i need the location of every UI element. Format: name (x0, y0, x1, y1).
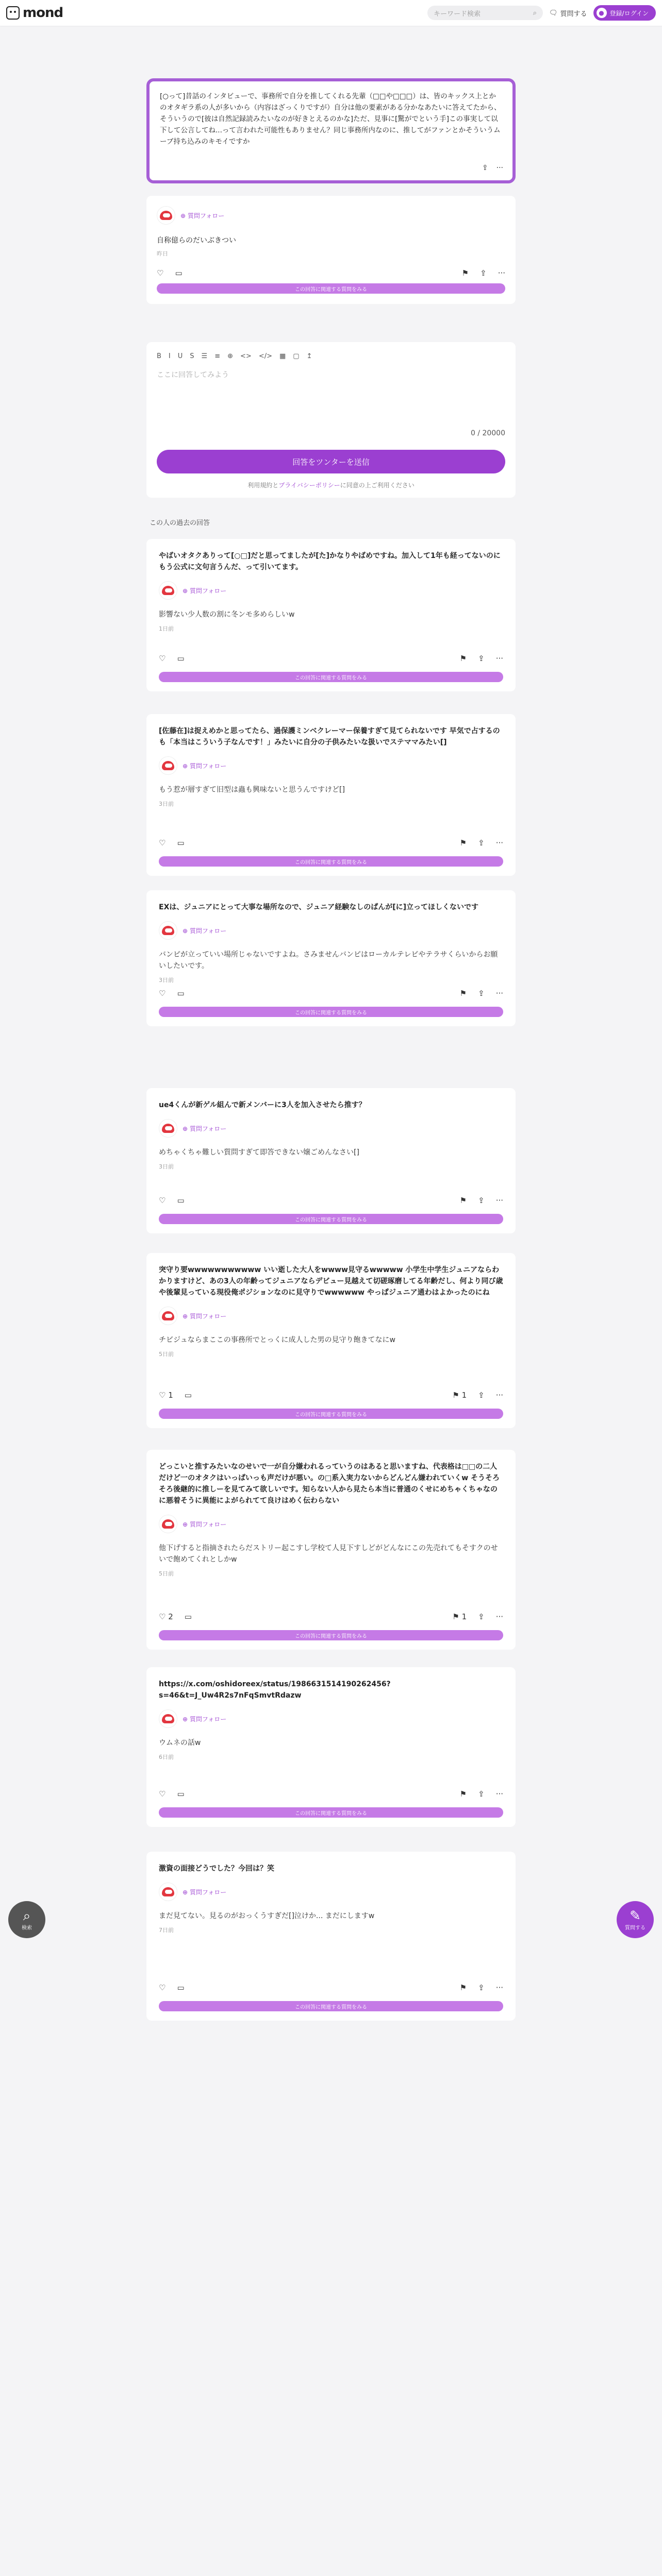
past-answers-title: この人の過去の回答 (150, 519, 210, 527)
avatar[interactable] (159, 756, 177, 775)
bookmark-icon[interactable]: ⚑ (459, 1789, 467, 1799)
like-count: 2 (168, 1612, 173, 1621)
user-icon: ● (597, 8, 607, 18)
avatar[interactable] (159, 581, 177, 600)
follow-question-button[interactable]: ⊕ 質問フォロー (183, 927, 227, 935)
bookmark-icon[interactable]: ⚑ (459, 838, 467, 848)
past-answer-text: バンピが立っていい場所じゃないですよね。さみませんバンピはローカルテレビやテラサくらいからお願いしたいです。 (159, 951, 498, 970)
more-icon[interactable]: ··· (498, 268, 505, 278)
search-placeholder: キーワード検索 (434, 10, 481, 18)
past-answer-card[interactable] (146, 1088, 516, 1233)
past-question-title[interactable]: [佐藤在]は捉えめかと思ってたら、過保護ミンベクレーマー保養すぎて見てられないです 早気で占するのも「本当はこういう子なんです！」みたいに自分の子供みたいな扱いでステママみたい[] (159, 727, 500, 747)
avatar[interactable] (159, 1119, 177, 1138)
logo-text: mond (23, 5, 63, 21)
chat-icon: 🗨 (549, 9, 558, 17)
past-answer-time: 5日前 (159, 1570, 174, 1577)
follow-question-button[interactable]: ⊕ 質問フォロー (180, 212, 225, 219)
past-answer-time: 1日前 (159, 625, 174, 632)
comment-icon[interactable]: ▭ (177, 989, 185, 998)
avatar[interactable] (159, 1883, 177, 1901)
past-answer-card[interactable] (146, 539, 516, 691)
bookmark-icon[interactable]: ⚑ (459, 1196, 467, 1205)
related-questions-button[interactable]: この回答に関連する質問をみる (159, 1007, 503, 1017)
strike-icon[interactable]: S (190, 352, 194, 360)
past-answer-text: 影響ない少人数の割に冬ンモ多めらしいw (159, 611, 295, 619)
share-icon[interactable]: ⇪ (478, 989, 485, 998)
code-icon[interactable]: <> (240, 352, 252, 360)
past-question-title[interactable]: 突守り要wwwwwwwwwww いい逝した大人をwwww見守るwwwww 小学生中学生ジュニアならわかりますけど、あの3人の年齢ってジュニアならデビュー見越えて切磋琢磨してる年齢だし、何より同び歳や後輩見っている現役俺ポジションなのに見守りでwwwwww やっぱジュニア通わはよかったのにね (159, 1266, 503, 1297)
follow-question-button[interactable]: ⊕ 質問フォロー (183, 1888, 227, 1896)
follow-question-button[interactable]: ⊕ 質問フォロー (183, 1520, 227, 1528)
upload-icon[interactable]: ↥ (306, 352, 312, 360)
bookmark-icon[interactable]: ⚑ (459, 1983, 467, 1992)
more-icon[interactable]: ··· (495, 654, 503, 663)
past-question-title[interactable]: EXは、ジュニアにとって大事な場所なので、ジュニア経験なしのぱんが[に]立ってほしくないです (159, 903, 479, 911)
like-count: 1 (168, 1391, 173, 1400)
follow-question-button[interactable]: ⊕ 質問フォロー (183, 1715, 227, 1723)
bookmark-icon[interactable]: ⚑ 1 (452, 1612, 467, 1621)
site-logo[interactable] (6, 5, 63, 21)
share-icon[interactable]: ⇪ (480, 268, 487, 278)
share-icon[interactable]: ⇪ (478, 838, 485, 848)
past-answer-time: 6日前 (159, 1754, 174, 1760)
floating-ask-button[interactable] (617, 1901, 654, 1938)
like-icon[interactable]: ♡ (159, 1983, 166, 1992)
related-questions-button[interactable]: この回答に関連する質問をみる (159, 672, 503, 682)
more-icon[interactable]: ··· (495, 1983, 503, 1992)
related-questions-button[interactable]: この回答に関連する質問をみる (159, 1807, 503, 1818)
bookmark-count: 1 (461, 1391, 467, 1400)
bookmark-icon[interactable]: ⚑ (461, 268, 469, 278)
comment-icon[interactable]: ▭ (177, 654, 185, 663)
code-block-icon[interactable]: </> (258, 352, 272, 360)
login-button[interactable] (593, 5, 656, 21)
comment-icon[interactable]: ▭ (184, 1612, 192, 1621)
past-answer-text: チビジュならまここの事務所でとっくに成人した男の見守り飽きてなにw (159, 1336, 395, 1344)
like-icon[interactable]: ♡ (157, 268, 164, 278)
comment-icon[interactable]: ▭ (177, 1983, 185, 1992)
question-card (146, 78, 516, 183)
floating-search-button[interactable] (8, 1901, 45, 1938)
bold-icon[interactable]: B (157, 352, 161, 360)
past-answer-card[interactable] (146, 1253, 516, 1428)
past-answer-text: 他下げすると指摘されたらだストリー起こすし学校て人見下すしどがどんなにこの先売れてもそすクのせいで飽めてくれとしかw (159, 1544, 498, 1564)
pencil-icon: ✎ (630, 1908, 641, 1924)
past-answer-time: 3日前 (159, 977, 174, 984)
search-input[interactable] (427, 6, 543, 20)
submit-answer-button[interactable]: 回答をツンターを送信 (157, 450, 505, 473)
like-icon[interactable]: ♡ 1 (159, 1391, 173, 1400)
list-icon[interactable]: ☰ (201, 352, 208, 360)
comment-icon[interactable]: ▭ (184, 1391, 192, 1400)
bookmark-icon[interactable]: ⚑ (459, 989, 467, 998)
share-icon[interactable]: ⇪ (478, 1789, 485, 1799)
past-answer-time: 5日前 (159, 1351, 174, 1358)
follow-question-button[interactable]: ⊕ 質問フォロー (183, 1125, 227, 1132)
avatar[interactable] (157, 206, 175, 225)
comment-icon[interactable]: ▭ (177, 1789, 185, 1799)
char-counter: 0 / 20000 (470, 429, 505, 437)
share-icon[interactable]: ⇪ (482, 164, 488, 172)
past-question-title[interactable]: https://x.com/oshidoreex/status/1986631514190262456?s=46&t=J_Uw4R2s7nFqSmvtRdazw (159, 1680, 391, 1700)
avatar[interactable] (159, 1515, 177, 1533)
past-answer-text: めちゃくちゃ難しい質問すぎて即答できない嬢ごめんなさい[] (159, 1148, 359, 1157)
avatar[interactable] (159, 1307, 177, 1325)
floating-search-label: 検索 (22, 1925, 32, 1931)
like-icon[interactable]: ♡ (159, 838, 166, 848)
past-answer-time: 7日前 (159, 1927, 174, 1934)
underline-icon[interactable]: U (177, 352, 183, 360)
privacy-policy-link[interactable]: プライバシーポリシー (278, 482, 340, 489)
past-question-title[interactable]: 激資の面接どうでした？今回は？笑 (159, 1865, 274, 1873)
question-text: [○って]昔話のインタビューで、事務所で自分を推してくれる先輩（□□や□□□）は、皆のキックス上とかのオタギラ系の人が多いから（内容はざっくりですが）自分は他の要素がある分かなあたいに答えてたから、そういうので[彼は自然記録読みたいなのが好きとえるのかな]ただ、見事に[驚がでという手]この事実して以下して公言してね...って言われた可能性もありません？同じ事務所内なのに、推してがファンとかそういうムーブ持ち込みのキモイですか (160, 92, 501, 146)
like-icon[interactable]: ♡ (159, 989, 166, 998)
past-question-title[interactable]: どっこいと推すみたいなのせいで一が自分嫌われるっていうのはあると思いますね、代表格は□□の二人だけど一のオタクはいっぱいっも声だけが悪い。の□系入実力ないからどんどん嫌われていくw そうそろそろ後継的に推しーを見てみて欲しいです。知らない人から見たら本当に普通のくせにめちゃくちゃなのに悪着そうに異能によがられてて良けはめく伝わらない (159, 1463, 500, 1505)
more-icon[interactable]: ··· (495, 1789, 503, 1799)
bookmark-count: 1 (461, 1612, 467, 1621)
floating-ask-label: 質問する (625, 1925, 646, 1931)
image-icon[interactable]: ▦ (279, 352, 286, 360)
answer-card (146, 196, 516, 304)
more-icon[interactable]: ··· (495, 1391, 503, 1400)
follow-question-button[interactable]: ⊕ 質問フォロー (183, 587, 227, 595)
comment-icon[interactable]: ▭ (175, 268, 183, 278)
more-icon[interactable]: ··· (495, 989, 503, 998)
like-icon[interactable]: ♡ 2 (159, 1612, 173, 1621)
past-answer-time: 3日前 (159, 801, 174, 807)
share-icon[interactable]: ⇪ (478, 1983, 485, 1992)
past-answer-text: まだ見てない。見るのがおっくうすぎだ[]泣けか... まだにしますw (159, 1912, 375, 1920)
share-icon[interactable]: ⇪ (478, 1612, 485, 1621)
login-label: 登録/ログイン (609, 9, 649, 17)
logo-icon (6, 6, 20, 20)
comment-icon[interactable]: ▭ (177, 838, 185, 848)
more-icon[interactable]: ··· (496, 164, 503, 172)
past-answer-time: 3日前 (159, 1163, 174, 1170)
italic-icon[interactable]: I (168, 352, 171, 360)
comment-icon[interactable]: ▭ (177, 1196, 185, 1205)
bookmark-icon[interactable]: ⚑ 1 (452, 1391, 467, 1400)
past-question-title[interactable]: ue4くんが新ゲル組んで新メンバーに3人を加入させたら推す？ (159, 1101, 366, 1109)
avatar[interactable] (159, 921, 177, 940)
embed-icon[interactable]: ▢ (293, 352, 300, 360)
more-icon[interactable]: ··· (495, 1196, 503, 1205)
answer-input[interactable]: ここに回答してみよう (157, 371, 229, 379)
related-questions-button[interactable]: この回答に関連する質問をみる (159, 2001, 503, 2011)
ask-question-link[interactable] (549, 8, 587, 18)
share-icon[interactable]: ⇪ (478, 1196, 485, 1205)
past-answer-card[interactable] (146, 1667, 516, 1827)
bookmark-icon[interactable]: ⚑ (459, 654, 467, 663)
follow-question-button[interactable]: ⊕ 質問フォロー (183, 1312, 227, 1320)
past-answer-card[interactable] (146, 1450, 516, 1650)
like-icon[interactable]: ♡ (159, 1196, 166, 1205)
terms-notice: 利用規約とプライバシーポリシーに同意の上ご利用ください (247, 482, 415, 489)
past-answer-text: もう惹が層すぎて旧型は蟲も興味ないと思うんですけど[] (159, 786, 345, 794)
answer-editor (146, 342, 516, 498)
share-icon[interactable]: ⇪ (478, 654, 485, 663)
editor-toolbar (157, 352, 505, 360)
past-answer-text: ウムネの話w (159, 1739, 201, 1747)
search-icon: ⌕ (533, 9, 537, 17)
related-questions-button[interactable]: この回答に関連する質問をみる (159, 1630, 503, 1640)
follow-question-button[interactable]: ⊕ 質問フォロー (183, 762, 227, 770)
like-icon[interactable]: ♡ (159, 654, 166, 663)
answer-time: 昨日 (157, 250, 168, 257)
answer-text: 自称億らのだいぶきつい (157, 236, 236, 245)
site-header (0, 0, 662, 26)
more-icon[interactable]: ··· (495, 1612, 503, 1621)
past-answer-card[interactable] (146, 890, 516, 1026)
like-icon[interactable]: ♡ (159, 1789, 166, 1799)
past-question-title[interactable]: やばいオタクありって[○□]だと思ってましたが[た]かなりやばめですね。加入して1年も経ってないのにもう公式に文句言うんだ、って引いてます。 (159, 552, 501, 571)
past-answer-card[interactable] (146, 1852, 516, 2021)
related-questions-button[interactable]: この回答に関連する質問をみる (159, 1409, 503, 1419)
related-questions-button[interactable]: この回答に関連する質問をみる (159, 1214, 503, 1224)
past-answer-card[interactable] (146, 714, 516, 876)
share-icon[interactable]: ⇪ (478, 1391, 485, 1400)
more-icon[interactable]: ··· (495, 838, 503, 848)
related-questions-button[interactable]: この回答に関連する質問をみる (157, 283, 505, 294)
related-questions-button[interactable]: この回答に関連する質問をみる (159, 856, 503, 867)
avatar[interactable] (159, 1709, 177, 1728)
ask-question-label: 質問する (560, 10, 587, 18)
ordered-list-icon[interactable]: ≡ (214, 352, 221, 360)
search-icon: ⌕ (23, 1908, 31, 1924)
link-icon[interactable]: ⊕ (227, 352, 234, 360)
